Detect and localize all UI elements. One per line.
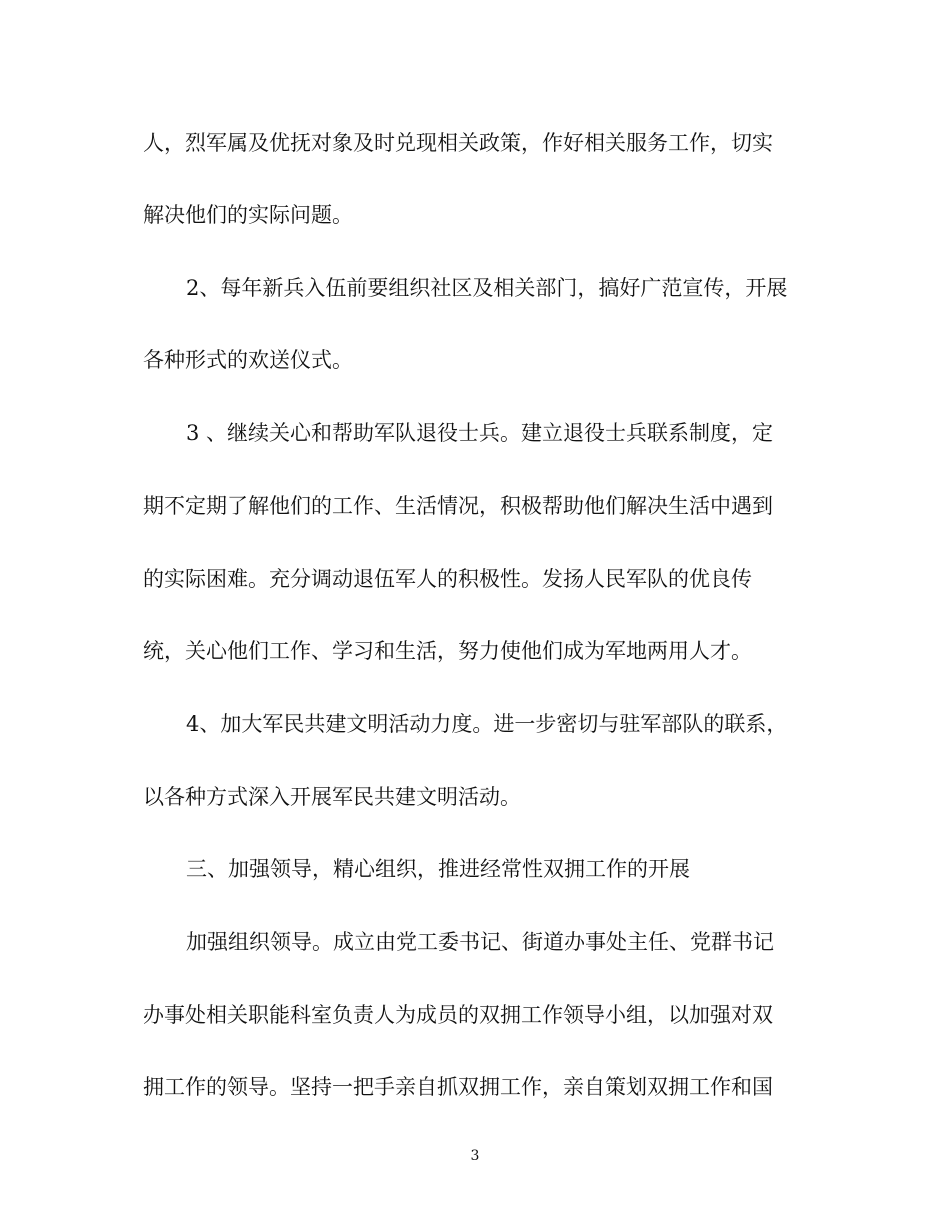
text-line: 办事处相关职能科室负责人为成员的双拥工作领导小组，以加强对双 xyxy=(143,1003,773,1027)
text-line: 人，烈军属及优抚对象及时兑现相关政策，作好相关服务工作，切实 xyxy=(143,131,773,155)
paragraph-start-line: 3 、继续关心和帮助军队退役士兵。建立退役士兵联系制度，定 xyxy=(186,421,774,445)
text-line: 的实际困难。充分调动退伍军人的积极性。发扬人民军队的优良传 xyxy=(143,567,752,591)
section-heading: 三、加强领导，精心组织，推进经常性双拥工作的开展 xyxy=(186,857,690,881)
text-line: 各种形式的欢送仪式。 xyxy=(143,348,353,372)
text-line: 解决他们的实际问题。 xyxy=(143,203,353,227)
text-line: 以各种方式深入开展军民共建文明活动。 xyxy=(143,785,521,809)
page-number: 3 xyxy=(470,1148,480,1164)
text-line: 期不定期了解他们的工作、生活情况，积极帮助他们解决生活中遇到 xyxy=(143,494,773,518)
text-line: 拥工作的领导。坚持一把手亲自抓双拥工作，亲自策划双拥工作和国 xyxy=(143,1075,773,1099)
paragraph-start-line: 4、加大军民共建文明活动力度。进一步密切与驻军部队的联系， xyxy=(186,712,788,736)
paragraph-start-line: 加强组织领导。成立由党工委书记、街道办事处主任、党群书记 xyxy=(186,930,774,954)
paragraph-start-line: 2、每年新兵入伍前要组织社区及相关部门，搞好广范宣传，开展 xyxy=(186,276,788,300)
text-line: 统，关心他们工作、学习和生活，努力使他们成为军地两用人才。 xyxy=(143,639,752,663)
